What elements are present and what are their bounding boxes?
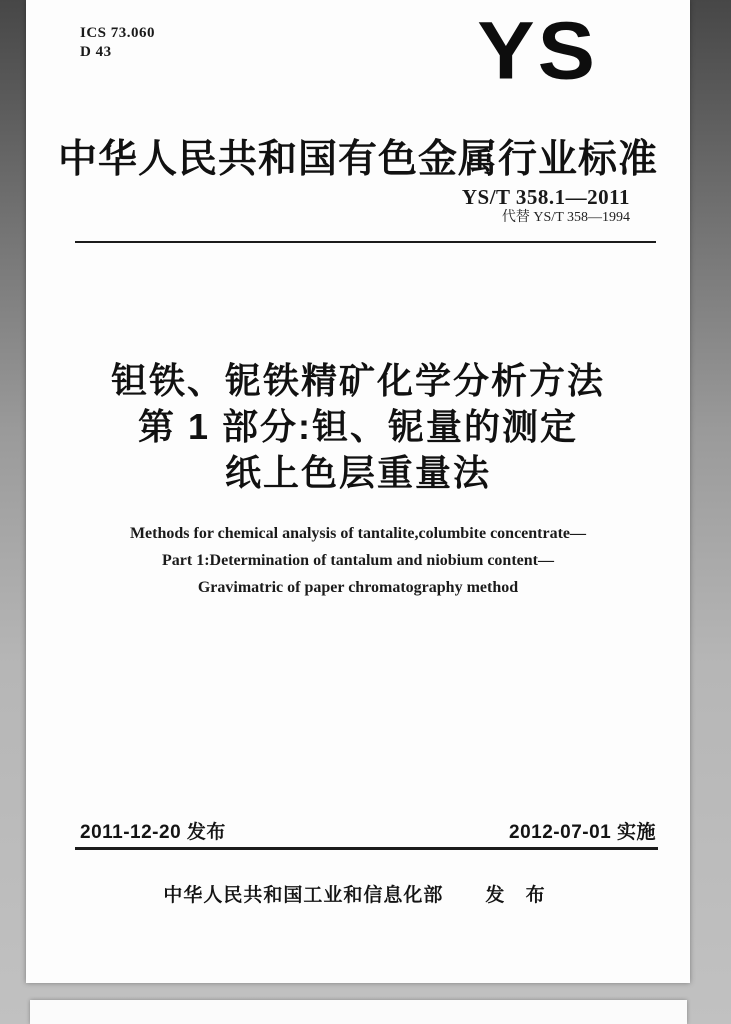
standard-number-block bbox=[462, 186, 630, 226]
implementation-date: 2012-07-01 实施 bbox=[509, 822, 656, 843]
footer-divider-line bbox=[75, 847, 658, 850]
standard-cover-page bbox=[26, 0, 690, 983]
chinese-title-line3: 纸上色层重量法 bbox=[224, 452, 491, 493]
replaced-standard: 代替 YS/T 358—1994 bbox=[501, 210, 630, 225]
next-page-edge bbox=[30, 1000, 687, 1024]
english-title-line2: Part 1:Determination of tantalum and niobium content— bbox=[162, 552, 554, 569]
dates-row bbox=[80, 817, 656, 844]
chinese-title-block bbox=[26, 358, 690, 496]
issue-label: 发 布 bbox=[485, 885, 553, 906]
chinese-title-line2: 第 1 部分:钽、铌量的测定 bbox=[137, 406, 578, 447]
standard-category-title: 中华人民共和国有色金属行业标准 bbox=[57, 138, 658, 181]
english-title-block bbox=[26, 520, 690, 601]
ics-code: ICS 73.060 bbox=[80, 25, 156, 41]
chinese-title-line1: 钽铁、铌铁精矿化学分析方法 bbox=[110, 360, 605, 401]
issuer-row bbox=[26, 880, 690, 907]
english-title-line3: Gravimatric of paper chromatography method bbox=[197, 579, 519, 596]
ys-logo: YS bbox=[477, 5, 598, 97]
issuing-authority: 中华人民共和国工业和信息化部 bbox=[163, 885, 444, 906]
standard-number: YS/T 358.1—2011 bbox=[461, 185, 630, 209]
doc-class-code: D 43 bbox=[80, 44, 112, 60]
issue-date: 2011-12-20 发布 bbox=[80, 822, 226, 843]
ics-classification-block bbox=[80, 24, 155, 62]
english-title-line1: Methods for chemical analysis of tantalite,columbite concentrate— bbox=[129, 525, 587, 542]
header-divider-line bbox=[75, 241, 656, 243]
